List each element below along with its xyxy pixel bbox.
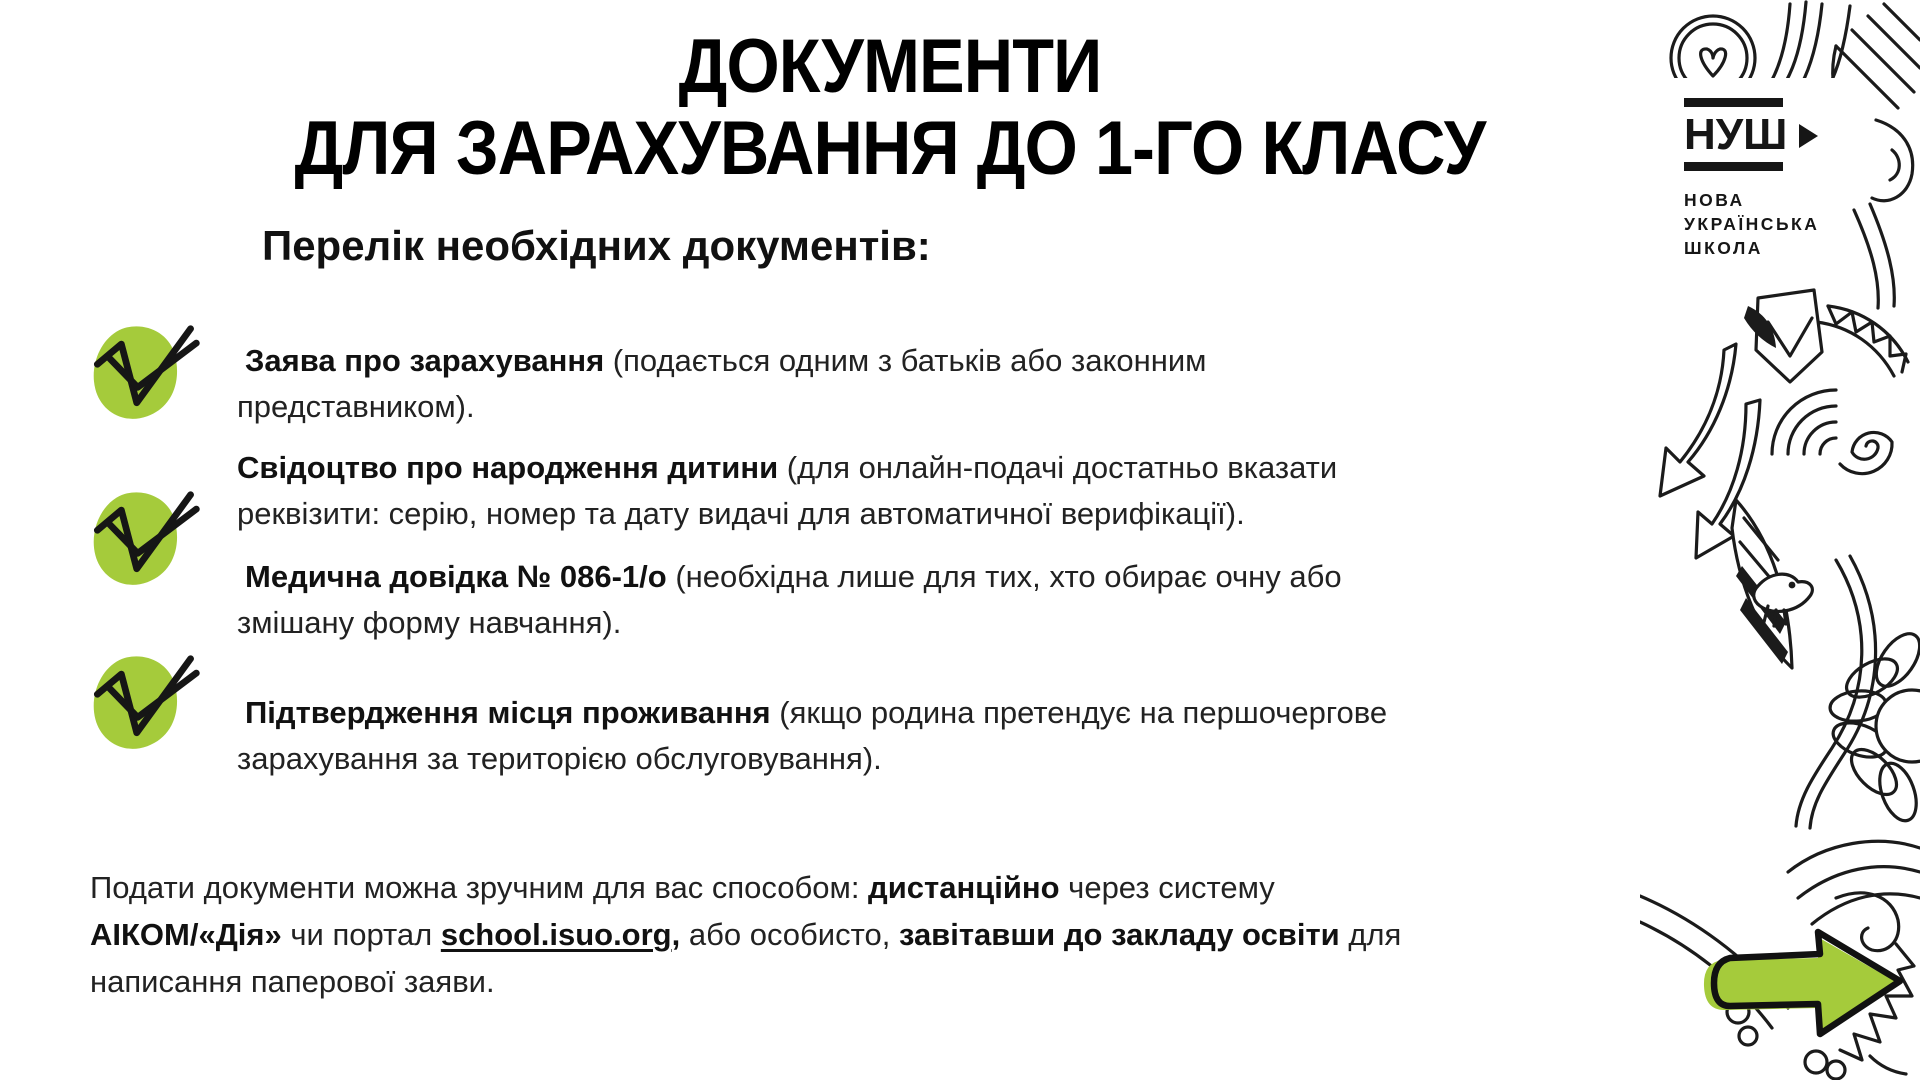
checklist-item — [237, 690, 1487, 782]
logo-top-bar — [1684, 98, 1783, 107]
footer-text-segment: чи портал — [281, 917, 441, 952]
footer-text-segment: або особисто, — [680, 917, 899, 952]
footer-text-segment: АІКОМ/«Дія» — [90, 917, 282, 952]
page-title-line2: ДЛЯ ЗАРАХУВАННЯ ДО 1-ГО КЛАСУ — [294, 106, 1486, 191]
footer-text-segment: , — [671, 917, 681, 952]
footer-text-segment: завітавши до закладу освіти — [898, 917, 1340, 952]
checklist-item — [237, 338, 1357, 430]
checklist-item-title: Підтвердження місця проживання — [245, 695, 771, 730]
logo-tagline-line: НОВА — [1684, 190, 1745, 210]
logo-bottom-bar — [1684, 162, 1783, 171]
logo-tagline-line: УКРАЇНСЬКА — [1684, 214, 1820, 234]
bird-icon — [1754, 574, 1813, 611]
subtitle: Перелік необхідних документів: — [262, 222, 931, 269]
page-title-line1: ДОКУМЕНТИ — [678, 24, 1102, 109]
link-school-isuo-org[interactable]: school.isuo.org — [440, 917, 672, 952]
arrow-right-icon — [1698, 926, 1908, 1041]
logo-tagline — [1684, 188, 1844, 260]
checkmark-icon — [80, 478, 205, 596]
footer-text-segment: дистанційно — [868, 870, 1060, 905]
footer-text-segment: для — [1339, 917, 1402, 952]
checklist-item-detail: (необхідна лише для тих, хто обирає очну або змішану форму навчання). — [237, 559, 1342, 640]
logo-tagline-line: ШКОЛА — [1684, 238, 1763, 258]
checklist-item-title: Свідоцтво про народження дитини — [237, 450, 779, 485]
checklist-item — [237, 554, 1417, 646]
footer-paragraph — [90, 864, 1630, 1005]
footer-text-segment: через систему — [1059, 870, 1275, 905]
checklist-item-detail: (для онлайн-подачі достатньо вказати реквізити: серію, номер та дату видачі для автоматичної верифікації). — [237, 450, 1338, 531]
heart-icon — [1701, 49, 1726, 76]
footer-text-segment: Подати документи можна зручним для вас способом: — [90, 870, 869, 905]
play-triangle-icon — [1799, 124, 1818, 148]
checkmark-icon — [80, 642, 205, 760]
nush-logo — [1684, 98, 1844, 260]
checklist-item-detail: (якщо родина претендує на першочергове зарахування за територією обслуговування). — [237, 695, 1388, 776]
checklist-item-detail: (подається одним з батьків або законним представником). — [237, 343, 1207, 424]
footer-text-segment: написання паперової заяви. — [90, 964, 495, 999]
page-title — [89, 26, 1691, 190]
logo-acronym: НУШ — [1684, 110, 1788, 159]
checkmark-icon — [80, 312, 205, 430]
checklist-item-title: Заява про зарахування — [245, 343, 605, 378]
checklist-item — [237, 445, 1437, 537]
checklist-item-title: Медична довідка № 086-1/о — [245, 559, 667, 594]
